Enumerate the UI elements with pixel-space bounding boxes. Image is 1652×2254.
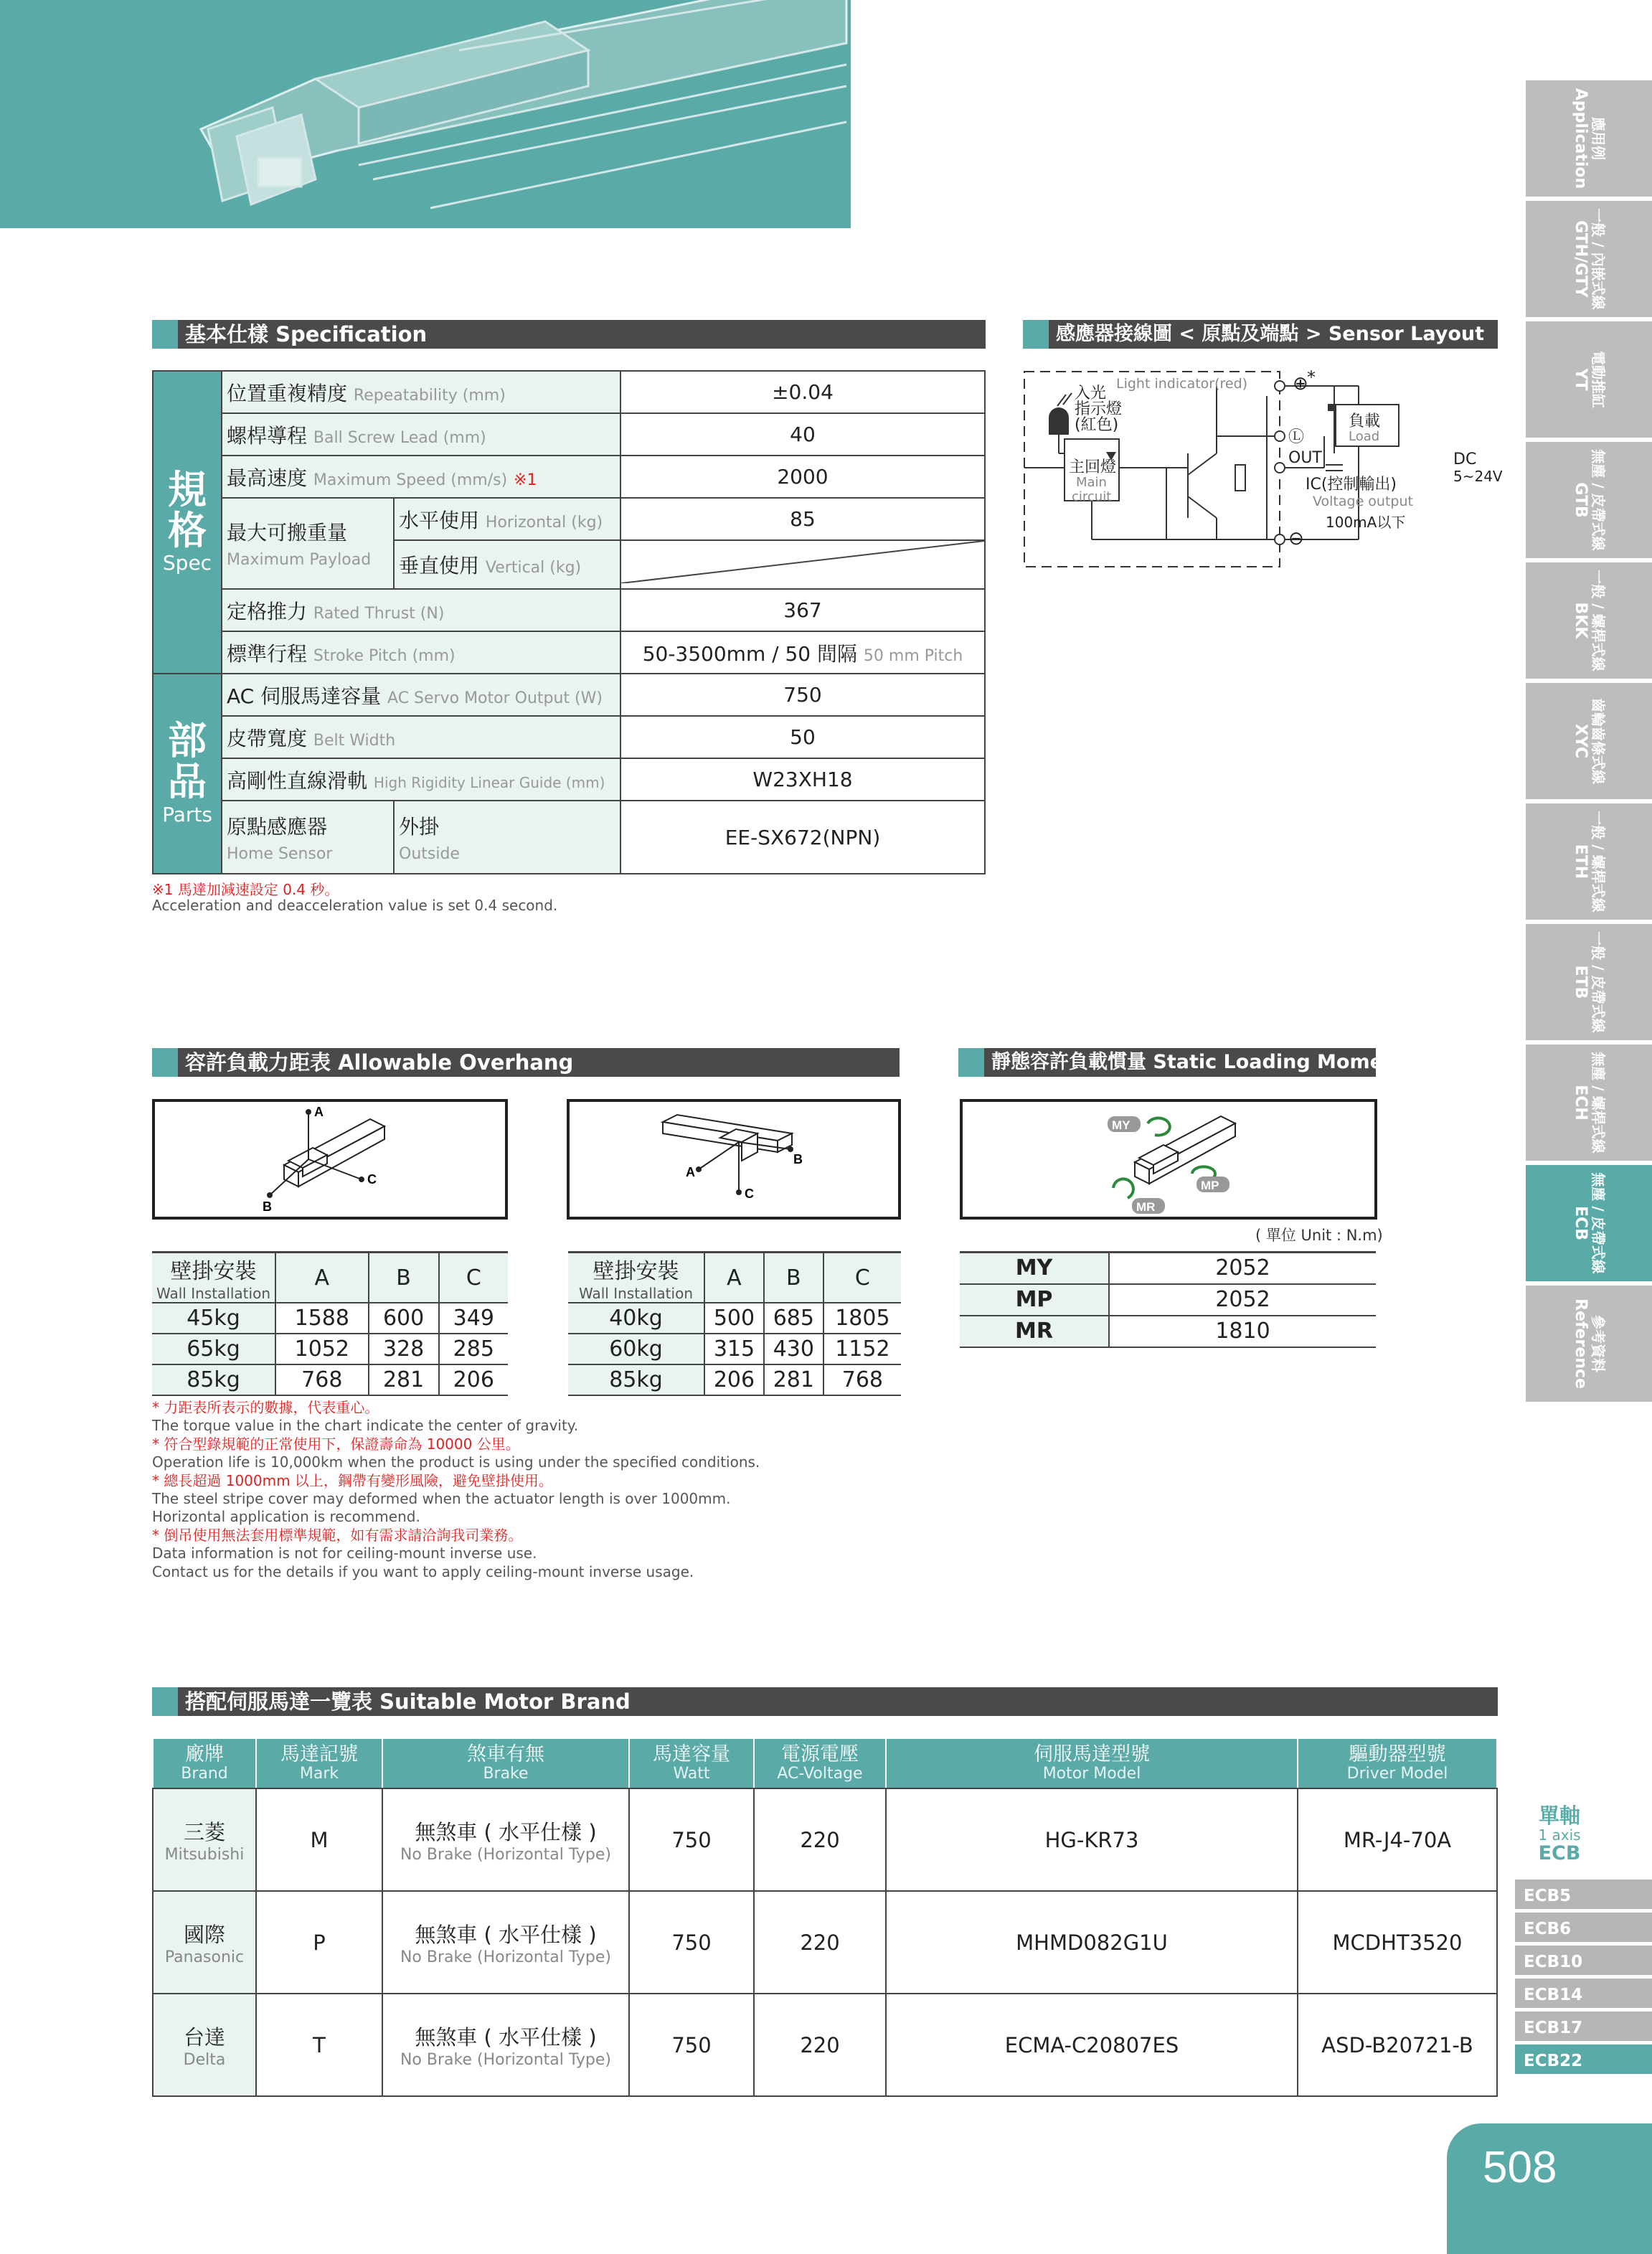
- label-a: A: [314, 1105, 324, 1119]
- indicator-lamp-icon: [1049, 407, 1069, 435]
- light-indicator-zh2: 指示燈: [1075, 400, 1123, 418]
- moment-unit: ( 單位 Unit : N.m): [1255, 1227, 1383, 1244]
- overhang-diagram-wall: [567, 1099, 901, 1220]
- label-c: C: [745, 1187, 754, 1201]
- side-tab-gth-gty[interactable]: 一般 / 內嵌式線 GTH/GTY: [1526, 201, 1652, 321]
- series-nav: [1515, 1880, 1652, 2078]
- spec-note-zh: ※1 馬達加減速設定 0.4 秒。: [152, 881, 339, 898]
- stroke-label: 標準行程 Stroke Pitch (mm): [222, 631, 620, 674]
- note-line: * 總長超過 1000mm 以上，鋼帶有變形風險，避免壁掛使用。: [152, 1471, 553, 1489]
- table-row: [153, 498, 985, 540]
- moment-diagram-svg: [963, 1102, 1374, 1217]
- diagonal-slash: [621, 541, 984, 583]
- table-row: [153, 456, 985, 498]
- side-tab-reference[interactable]: 參考資料 Reference: [1526, 1286, 1652, 1406]
- page-number-tab: [1447, 2123, 1652, 2254]
- header-brand: 廠牌 Brand: [153, 1738, 256, 1788]
- side-tab-eth[interactable]: 一般 / 螺桿式線 ETH: [1526, 803, 1652, 924]
- table-row: [153, 758, 985, 801]
- col-c: C: [439, 1253, 508, 1303]
- spec-table: [152, 370, 986, 874]
- dc-voltage: 5~24V: [1453, 468, 1503, 485]
- horizontal-label: 水平使用 Horizontal (kg): [394, 498, 620, 540]
- side-tab-xyc[interactable]: 齒輪齒條式線 XYC: [1526, 683, 1652, 803]
- load-en: Load: [1349, 429, 1380, 444]
- note-line: Horizontal application is recommend.: [152, 1508, 420, 1526]
- side-tab-gtb[interactable]: 無塵 / 皮帶式線 GTB: [1526, 442, 1652, 562]
- header-banner: [0, 0, 851, 228]
- note-line: The steel stripe cover may deformed when the actuator length is over 1000mm.: [152, 1490, 731, 1508]
- ic-en: Voltage output: [1313, 494, 1413, 509]
- table-row: [153, 631, 985, 674]
- sensor-section-title: 感應器接線圖 < 原點及端點 > Sensor Layout: [1023, 320, 1498, 349]
- series-item-ecb14[interactable]: ECB14: [1515, 1979, 1652, 2012]
- note-line: * 倒吊使用無法套用標準規範，如有需求請洽詢我司業務。: [152, 1526, 523, 1544]
- home-sensor-label: 原點感應器 Home Sensor: [222, 801, 394, 874]
- overhang-diagram-2: [570, 1102, 898, 1217]
- col-a: A: [704, 1253, 764, 1303]
- table-row: 40kg 500 685 1805: [568, 1303, 901, 1334]
- stroke-value: 50-3500mm / 50 間隔 50 mm Pitch: [620, 631, 985, 674]
- moment-diagram: [960, 1099, 1377, 1220]
- side-tab-etb[interactable]: 一般 / 皮帶式線 ETB: [1526, 924, 1652, 1045]
- speed-label: 最高速度 Maximum Speed (mm/s) ※1: [222, 456, 620, 498]
- table-row: 三菱 Mitsubishi M 無煞車 ( 水平仕樣 ) No Brake (Horizontal Type) 750 220 HG-KR73 MR-J4-70A: [153, 1788, 1497, 1891]
- table-row: 85kg 206 281 768: [568, 1364, 901, 1395]
- series-item-ecb5[interactable]: ECB5: [1515, 1880, 1652, 1913]
- table-row: 65kg 1052 328 285: [152, 1334, 508, 1364]
- table-row: [153, 413, 985, 456]
- overhang-table-horizontal: [152, 1251, 508, 1396]
- l-terminal: Ⓛ: [1288, 428, 1305, 446]
- table-row: 60kg 315 430 1152: [568, 1334, 901, 1364]
- plus-terminal: ⊕: [1293, 373, 1308, 395]
- belt-width-label: 皮帶寬度 Belt Width: [222, 716, 620, 758]
- load-zh: 負載: [1349, 412, 1381, 430]
- vertical-value-na: [620, 540, 985, 589]
- note-line: Contact us for the details if you want to apply ceiling-mount inverse usage.: [152, 1562, 694, 1580]
- star-mark: *: [1307, 367, 1316, 387]
- spec-section-title: 基本仕樣 Specification: [152, 320, 986, 349]
- table-row: [153, 801, 985, 874]
- guide-value: W23XH18: [620, 758, 985, 801]
- minus-terminal: ⊖: [1288, 528, 1304, 550]
- header-motor-model: 伺服馬達型號 Motor Model: [886, 1738, 1298, 1788]
- repeatability-value: ±0.04: [620, 371, 985, 413]
- series-item-ecb6[interactable]: ECB6: [1515, 1913, 1652, 1946]
- overhang-notes: [152, 1399, 760, 1581]
- side-tab-ech[interactable]: 無塵 / 螺桿式線 ECH: [1526, 1045, 1652, 1165]
- belt-width-value: 50: [620, 716, 985, 758]
- table-row: 85kg 768 281 206: [152, 1364, 508, 1395]
- table-row: [153, 589, 985, 631]
- side-category-tabs: [1526, 80, 1652, 1406]
- series-item-ecb10[interactable]: ECB10: [1515, 1946, 1652, 1979]
- table-row: [153, 716, 985, 758]
- label-a: A: [686, 1165, 695, 1179]
- note-line: Data information is not for ceiling-mount inverse use.: [152, 1545, 537, 1562]
- moment-table: [960, 1251, 1376, 1348]
- home-sensor-type: 外掛 Outside: [394, 801, 620, 874]
- overhang-diagram-1: [155, 1102, 505, 1217]
- header-watt: 馬達容量 Watt: [629, 1738, 754, 1788]
- lead-value: 40: [620, 413, 985, 456]
- motor-output-label: AC 伺服馬達容量 AC Servo Motor Output (W): [222, 674, 620, 716]
- table-row: 國際 Panasonic P 無煞車 ( 水平仕樣 ) No Brake (Horizontal Type) 750 220 MHMD082G1U MCDHT3520: [153, 1891, 1497, 1994]
- table-row: MR 1810: [960, 1316, 1376, 1347]
- overhang-diagram-horizontal: [152, 1099, 508, 1220]
- ic-limit: 100mA以下: [1326, 514, 1406, 531]
- note-line: The torque value in the chart indicate the center of gravity.: [152, 1417, 579, 1435]
- spec-note-en: Acceleration and deacceleration value is set 0.4 second.: [152, 897, 558, 914]
- main-circuit-en2: circuit: [1072, 489, 1112, 504]
- note-line: * 符合型錄規範的正常使用下，保證壽命為 10000 公里。: [152, 1435, 520, 1453]
- overhang-table-wall: [568, 1251, 901, 1396]
- repeatability-label: 位置重複精度 Repeatability (mm): [222, 371, 620, 413]
- table-header-row: [152, 1253, 508, 1303]
- motor-output-value: 750: [620, 674, 985, 716]
- ic-label: IC(控制輸出): [1306, 476, 1397, 494]
- col-a: A: [275, 1253, 369, 1303]
- thrust-value: 367: [620, 589, 985, 631]
- parts-category-cell: 部 品 Parts: [153, 674, 222, 874]
- series-nav-title: 單軸 1 axis ECB: [1538, 1803, 1581, 1864]
- thrust-label: 定格推力 Rated Thrust (N): [222, 589, 620, 631]
- wall-install-header: 壁掛安裝 Wall Installation: [152, 1253, 275, 1303]
- home-sensor-value: EE-SX672(NPN): [620, 801, 985, 874]
- series-item-ecb17[interactable]: ECB17: [1515, 2012, 1652, 2045]
- main-circuit-en1: Main: [1076, 475, 1107, 490]
- table-row: MY 2052: [960, 1253, 1376, 1284]
- spec-category-cell: 規 格 Spec: [153, 371, 222, 674]
- guide-label: 高剛性直線滑軌 High Rigidity Linear Guide (mm): [222, 758, 620, 801]
- header-voltage: 電源電壓 AC-Voltage: [754, 1738, 886, 1788]
- sensor-wiring-diagram: [1023, 367, 1503, 571]
- label-mr: MR: [1136, 1200, 1156, 1214]
- note-line: Operation life is 10,000km when the product is using under the specified conditions.: [152, 1453, 760, 1471]
- header-mark: 馬達記號 Mark: [256, 1738, 382, 1788]
- label-my: MY: [1112, 1118, 1131, 1132]
- table-row: MP 2052: [960, 1284, 1376, 1316]
- label-mp: MP: [1201, 1179, 1219, 1192]
- side-tab-ecb[interactable]: 無塵 / 皮帶式線 ECB: [1526, 1165, 1652, 1286]
- motor-brand-table: [152, 1737, 1498, 2097]
- col-b: B: [764, 1253, 823, 1303]
- light-indicator-en: Light indicator(red): [1116, 376, 1248, 392]
- payload-label: 最大可搬重量 Maximum Payload: [222, 498, 394, 589]
- light-indicator-zh1: 入光: [1075, 385, 1107, 402]
- table-header-row: [153, 1738, 1497, 1788]
- light-indicator-zh3: (紅色): [1075, 416, 1119, 434]
- table-row: [153, 371, 985, 413]
- header-driver-model: 驅動器型號 Driver Model: [1298, 1738, 1497, 1788]
- side-tab-application[interactable]: 應用例 Application: [1526, 80, 1652, 201]
- header-brake: 煞車有無 Brake: [382, 1738, 629, 1788]
- label-c: C: [367, 1172, 377, 1187]
- table-header-row: [568, 1253, 901, 1303]
- out-label: OUT: [1288, 449, 1322, 467]
- col-b: B: [369, 1253, 439, 1303]
- dc-label: DC: [1453, 451, 1477, 468]
- label-b: B: [793, 1152, 803, 1166]
- page-number: 508: [1483, 2143, 1557, 2192]
- moment-section-title: 靜態容許負載慣量 Static Loading Moment: [958, 1048, 1376, 1077]
- series-item-ecb22[interactable]: ECB22: [1515, 2045, 1652, 2078]
- main-circuit-zh: 主回燈: [1069, 458, 1117, 476]
- overhang-section-title: 容許負載力距表 Allowable Overhang: [152, 1048, 900, 1077]
- note-line: * 力距表所表示的數據，代表重心。: [152, 1399, 379, 1416]
- motor-section-title: 搭配伺服馬達一覽表 Suitable Motor Brand: [152, 1687, 1498, 1716]
- table-row: [153, 674, 985, 716]
- horizontal-value: 85: [620, 498, 985, 540]
- vertical-label: 垂直使用 Vertical (kg): [394, 540, 620, 589]
- col-c: C: [823, 1253, 901, 1303]
- speed-value: 2000: [620, 456, 985, 498]
- lead-label: 螺桿導程 Ball Screw Lead (mm): [222, 413, 620, 456]
- label-b: B: [263, 1199, 272, 1214]
- side-tab-yt[interactable]: 電動推缸 YT: [1526, 321, 1652, 442]
- table-row: 45kg 1588 600 349: [152, 1303, 508, 1334]
- side-tab-bkk[interactable]: 一般 / 螺桿式線 BKK: [1526, 562, 1652, 683]
- table-row: 台達 Delta T 無煞車 ( 水平仕樣 ) No Brake (Horizontal Type) 750 220 ECMA-C20807ES ASD-B20721-B: [153, 1994, 1497, 2096]
- wall-install-header: 壁掛安裝 Wall Installation: [568, 1253, 704, 1303]
- actuator-illustration: [0, 0, 851, 228]
